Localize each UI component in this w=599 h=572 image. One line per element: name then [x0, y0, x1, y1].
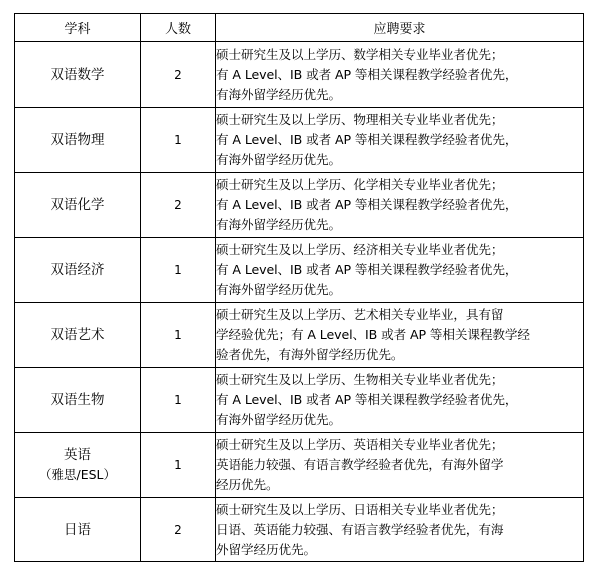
- subject-label: 双语数学: [50, 66, 105, 83]
- requirement-line: 硕士研究生及以上学历、数学相关专业毕业者优先；: [216, 46, 504, 62]
- requirement-cell: [216, 173, 584, 238]
- requirement-line: 硕士研究生及以上学历、生物相关专业毕业者优先；: [216, 372, 504, 387]
- requirement-line: 有海外留学经历优先。: [216, 217, 341, 232]
- subject-cell: [15, 108, 141, 173]
- subject-cell: [15, 498, 141, 562]
- subject-label: 日语: [64, 521, 91, 538]
- requirement-line: 硕士研究生及以上学历、英语相关专业毕业者优先；: [216, 437, 504, 452]
- requirement-cell: [216, 433, 584, 498]
- requirement-line: 硕士研究生及以上学历、经济相关专业毕业者优先；: [216, 242, 504, 257]
- requirement-cell: [216, 368, 584, 433]
- requirement-line: 英语能力较强、有语言教学经验者优先，有海外留学: [216, 457, 504, 472]
- subject-label: 双语艺术: [50, 327, 105, 343]
- count-cell: 1: [141, 108, 216, 173]
- table-row: [15, 433, 584, 498]
- requirement-line: 外留学经历优先。: [216, 541, 316, 557]
- subject-label: 双语生物: [50, 392, 105, 408]
- requirement-line: 有 A Level、IB 或者 AP 等相关课程教学经验者优先，: [216, 197, 518, 212]
- table-row: [15, 303, 584, 368]
- subject-cell: [15, 238, 141, 303]
- subject-label: 双语物理: [50, 132, 105, 148]
- count-cell: 1: [141, 433, 216, 498]
- requirement-line: 硕士研究生及以上学历、物理相关专业毕业者优先；: [216, 112, 504, 127]
- requirement-line: 有 A Level、IB 或者 AP 等相关课程教学经验者优先，: [216, 262, 518, 277]
- subject-label: 英语: [64, 447, 91, 463]
- table-row: [15, 42, 584, 108]
- count-cell: 1: [141, 303, 216, 368]
- requirement-cell: [216, 498, 584, 562]
- requirement-line: 有 A Level、IB 或者 AP 等相关课程教学经验者优先，: [216, 392, 518, 407]
- table-row: [15, 238, 584, 303]
- requirement-line: 硕士研究生及以上学历、艺术相关专业毕业，具有留: [216, 307, 504, 322]
- header-subject: 学科: [15, 14, 141, 42]
- requirement-line: 有海外留学经历优先。: [216, 152, 341, 167]
- subject-label: 双语化学: [50, 197, 105, 213]
- requirement-line: 有海外留学经历优先。: [216, 282, 341, 297]
- requirement-cell: [216, 238, 584, 303]
- subject-cell: [15, 173, 141, 238]
- count-cell: 1: [141, 238, 216, 303]
- requirement-line: 有 A Level、IB 或者 AP 等相关课程教学经验者优先，: [216, 132, 518, 147]
- subject-label: 双语经济: [50, 262, 105, 278]
- subject-cell: [15, 42, 141, 108]
- requirement-line: 硕士研究生及以上学历、日语相关专业毕业者优先；: [216, 501, 504, 517]
- requirement-line: 有海外留学经历优先。: [216, 86, 341, 102]
- header-count: 人数: [141, 14, 216, 42]
- header-requirement: 应聘要求: [216, 14, 584, 42]
- subject-sublabel: （雅思/ESL）: [38, 467, 116, 482]
- count-cell: 2: [141, 173, 216, 238]
- recruitment-table: [14, 13, 584, 562]
- requirement-line: 日语、英语能力较强、有语言教学经验者优先，有海: [216, 521, 504, 537]
- table-header-row: [15, 14, 584, 42]
- table-body: [15, 42, 584, 562]
- subject-cell: [15, 368, 141, 433]
- requirement-line: 经历优先。: [216, 477, 279, 492]
- table-row: [15, 498, 584, 562]
- table-row: [15, 108, 584, 173]
- count-cell: 1: [141, 368, 216, 433]
- requirement-line: 学经验优先；有 A Level、IB 或者 AP 等相关课程教学经: [216, 327, 530, 342]
- requirement-line: 验者优先，有海外留学经历优先。: [216, 347, 404, 362]
- requirement-line: 有 A Level、IB 或者 AP 等相关课程教学经验者优先，: [216, 66, 518, 82]
- requirement-line: 有海外留学经历优先。: [216, 412, 341, 427]
- requirement-cell: [216, 42, 584, 108]
- requirement-cell: [216, 303, 584, 368]
- requirement-line: 硕士研究生及以上学历、化学相关专业毕业者优先；: [216, 177, 504, 192]
- count-cell: 2: [141, 42, 216, 108]
- count-cell: 2: [141, 498, 216, 562]
- requirement-cell: [216, 108, 584, 173]
- subject-cell: [15, 433, 141, 498]
- subject-cell: [15, 303, 141, 368]
- table-row: [15, 368, 584, 433]
- table-row: [15, 173, 584, 238]
